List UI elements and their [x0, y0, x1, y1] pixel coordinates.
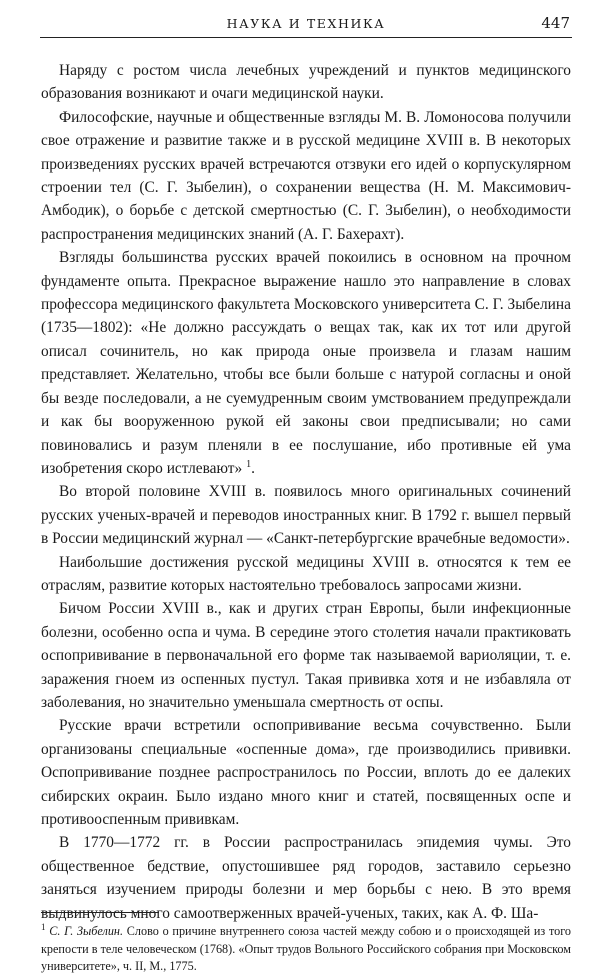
running-title: НАУКА И ТЕХНИКА: [226, 16, 386, 31]
paragraph: [41, 59, 571, 106]
paragraph-text: Русские врачи встретили оспопрививание весьма сочувственно. Были организованы специальные «оспенные дома», где производились прививки. Оспопрививание позднее распространилось по России, вплоть до ее далеких сибирских окраин. Было издано много книг и статей, посвященных оспе и противооспенным прививкам.: [41, 717, 571, 828]
paragraph-text: Наряду с ростом числа лечебных учреждений и пунктов медицинского образования возникают и очаги медицинской науки.: [41, 62, 571, 103]
paragraph-text: Бичом России XVIII в., как и других стран Европы, были инфекционные болезни, особенно оспа и чума. В середине этого столетия начали практиковать оспопрививание в первоначальной его форме так называемой вариоляции, т. е. заражения гноем из оспенных пустул. Такая прививка хотя и не избавляла от заболевания, но значительно уменьшала смертность от оспы.: [41, 600, 571, 711]
paragraph-text: В 1770—1772 гг. в России распространилась эпидемия чумы. Это общественное бедствие, опустошившее ряд городов, заставило серьезно заняться изучением природы болезни и мер борьбы с нею. В это время выдвинулось много самоотверженных врачей-ученых, таких, как А. Ф. Ша-: [41, 834, 571, 922]
paragraph: [41, 831, 571, 925]
footnote-author: С. Г. Зыбелин.: [49, 924, 124, 939]
header-rule: [40, 37, 572, 38]
running-head: [40, 14, 572, 36]
paragraph: [41, 597, 571, 714]
paragraph: Взгляды большинства русских врачей покоились в основном на прочном фундаменте опыта. Прекрасное выражение нашло это направление в словах профессора медицинского факультета Московского университета С. Г. Зыбелина (1735—1802): «Не должно рассуждать о вещах так, как их тот или другой описал сочинитель, но как природа оные произвела и глазам нашим представляет. Желательно, чтобы все были больше с натурой согласны и оной бы везде последовали, а не суемудренным своим умствованием предупреждали и как бы вооруженною рукой ей законы свои предписывали; но сами повиновались и разум пленяли в ее послушание, ибо противные ей ума изобретения скоро истлевают» $^1$.: [41, 249, 571, 477]
footnote-reference[interactable]: 1: [246, 458, 252, 470]
paragraph: [41, 480, 571, 550]
footnote-text: Слово о причине внутреннего союза частей между собою и о происходящей из того крепости в теле человеческом (1768). «Опыт трудов Вольного Российского собрания при Московском университете», ч. II, М., 1775.: [41, 924, 571, 974]
body-text: [41, 59, 571, 925]
footnote: [41, 919, 571, 976]
footnote-marker: 1: [41, 922, 46, 932]
page-number: 447: [541, 14, 570, 32]
paragraph-text: Философские, научные и общественные взгляды М. В. Ломоносова получили свое отражение и развитие также и в русской медицине XVIII в. В некоторых произведениях русских врачей встречаются отзвуки его идей о корпускулярном строении тел (С. Г. Зыбелин), о сохранении вещества (Н. М. Максимович-Амбодик), о борьбе с детской смертностью (С. Г. Зыбелин), о необходимости распространения медицинских знаний (А. Г. Бахерахт).: [41, 108, 571, 243]
paragraph: [41, 551, 571, 598]
paragraph-text: Наибольшие достижения русской медицины XVIII в. относятся к тем ее отраслям, развитие которых настоятельно требовалось запросами жизни.: [41, 553, 571, 594]
paragraph: [41, 714, 571, 831]
paragraph: [41, 106, 571, 246]
footnote-rule: [41, 912, 159, 913]
paragraph-text: Взгляды большинства русских врачей покоились в основном на прочном фундаменте опыта. Прекрасное выражение нашло это направление в словах профессора медицинского факультета Московского университета С. Г. Зыбелина (1735—1802): «Не должно рассуждать о вещах так, как их тот или другой описал сочинитель, но как природа оные произвела и глазам нашим представляет. Желательно, чтобы все были больше с натурой согласны и оной бы везде последовали, а не суемудренным своим умствованием предупреждали и как бы вооруженною рукой ей законы свои предписывали; но сами повиновались и разум пленяли в ее послушание, ибо противные ей ума изобретения скоро истлевают»: [41, 249, 571, 477]
paragraph-text: Во второй половине XVIII в. появилось много оригинальных сочинений русских ученых-врачей и переводов иностранных книг. В 1792 г. вышел первый в России медицинский журнал — «Санкт-петербургские врачебные ведомости».: [41, 483, 571, 548]
